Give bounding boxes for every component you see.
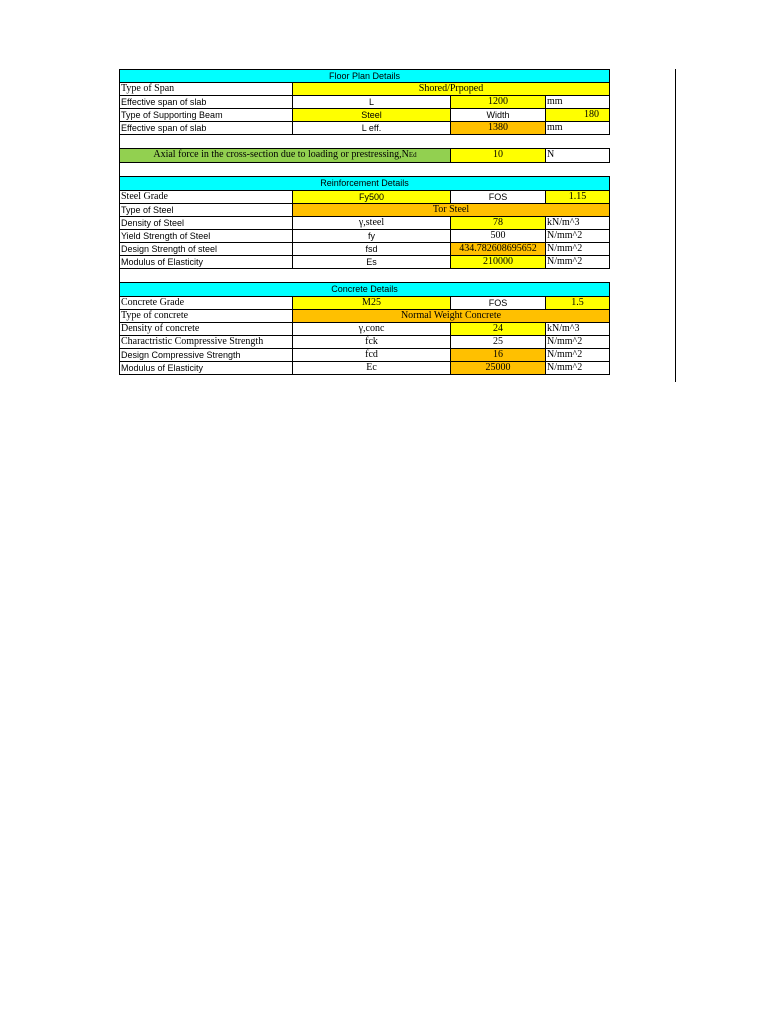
- design-strength-value[interactable]: 434.782608695652: [451, 243, 546, 255]
- yield-strength-label[interactable]: Yield Strength of Steel: [120, 230, 293, 242]
- effective-span-unit[interactable]: mm: [547, 96, 563, 107]
- span-type-value[interactable]: Shored/Prpoped: [293, 83, 609, 95]
- steel-density-label[interactable]: Density of Steel: [120, 217, 293, 229]
- concrete-fos-value[interactable]: 1.5: [546, 297, 609, 309]
- axial-force-row: [119, 149, 610, 163]
- spacer-row: [119, 163, 610, 177]
- beam-width-label[interactable]: Width: [451, 109, 546, 121]
- table-row: [119, 336, 610, 349]
- floor-plan-header[interactable]: Floor Plan Details: [120, 70, 609, 82]
- steel-density-symbol[interactable]: γ,steel: [293, 217, 451, 229]
- concrete-density-label[interactable]: Density of concrete: [120, 323, 293, 335]
- yield-strength-symbol[interactable]: fy: [293, 230, 451, 242]
- steel-grade-value[interactable]: Fy500: [293, 191, 451, 203]
- concrete-modulus-unit[interactable]: N/mm^2: [547, 362, 583, 373]
- effective-span-eff-value[interactable]: 1380: [451, 122, 546, 134]
- concrete-modulus-symbol[interactable]: Ec: [293, 362, 451, 374]
- characteristic-strength-label[interactable]: Charactristic Compressive Strength: [120, 336, 293, 348]
- characteristic-strength-unit[interactable]: N/mm^2: [547, 336, 583, 347]
- spacer-row: [119, 135, 610, 149]
- reinforcement-header-row: [119, 177, 610, 191]
- floor-plan-header-row: [119, 69, 610, 83]
- effective-span-value[interactable]: 1200: [451, 96, 546, 108]
- design-compressive-unit[interactable]: N/mm^2: [547, 349, 583, 360]
- effective-span-eff-symbol[interactable]: L eff.: [293, 122, 451, 134]
- axial-force-subscript: Ed: [408, 151, 417, 159]
- concrete-density-unit[interactable]: kN/m^3: [547, 323, 580, 334]
- table-row: [119, 310, 610, 323]
- table-row: [119, 256, 610, 269]
- table-row: [119, 122, 610, 135]
- steel-modulus-symbol[interactable]: Es: [293, 256, 451, 268]
- table-row: [119, 230, 610, 243]
- table-row: [119, 109, 610, 122]
- spacer-row: [119, 269, 610, 283]
- table-row: [119, 96, 610, 109]
- concrete-density-symbol[interactable]: γ,conc: [293, 323, 451, 335]
- axial-force-value[interactable]: 10: [451, 149, 546, 162]
- steel-density-value[interactable]: 78: [451, 217, 546, 229]
- characteristic-strength-symbol[interactable]: fck: [293, 336, 451, 348]
- supporting-beam-type[interactable]: Steel: [293, 109, 451, 121]
- yield-strength-unit[interactable]: N/mm^2: [547, 230, 583, 241]
- table-row: [119, 204, 610, 217]
- steel-modulus-label[interactable]: Modulus of Elasticity: [120, 256, 293, 268]
- concrete-header-row: [119, 283, 610, 297]
- concrete-modulus-value[interactable]: 25000: [451, 362, 546, 374]
- table-row: [119, 217, 610, 230]
- table-row: [119, 323, 610, 336]
- steel-modulus-unit[interactable]: N/mm^2: [547, 256, 583, 267]
- concrete-type-label[interactable]: Type of concrete: [120, 310, 293, 322]
- beam-width-value[interactable]: 180: [546, 109, 609, 121]
- design-compressive-label[interactable]: Design Compressive Strength: [120, 349, 293, 361]
- design-strength-label[interactable]: Design Strength of steel: [120, 243, 293, 255]
- table-row: [119, 191, 610, 204]
- steel-type-label[interactable]: Type of Steel: [120, 204, 293, 216]
- steel-fos-label[interactable]: FOS: [451, 191, 546, 203]
- concrete-grade-label[interactable]: Concrete Grade: [120, 297, 293, 309]
- design-strength-unit[interactable]: N/mm^2: [547, 243, 583, 254]
- reinforcement-header[interactable]: Reinforcement Details: [120, 177, 609, 190]
- effective-span-eff-unit[interactable]: mm: [547, 122, 563, 133]
- span-type-label[interactable]: Type of Span: [120, 83, 293, 95]
- effective-span-symbol[interactable]: L: [293, 96, 451, 108]
- table-row: [119, 349, 610, 362]
- concrete-fos-label[interactable]: FOS: [451, 297, 546, 309]
- characteristic-strength-value[interactable]: 25: [451, 336, 546, 348]
- table-row: [119, 297, 610, 310]
- design-compressive-symbol[interactable]: fcd: [293, 349, 451, 361]
- concrete-header[interactable]: Concrete Details: [120, 283, 609, 296]
- effective-span-label[interactable]: Effective span of slab: [120, 96, 293, 108]
- spreadsheet: [119, 69, 610, 375]
- effective-span-eff-label[interactable]: Effective span of slab: [120, 122, 293, 134]
- design-compressive-value[interactable]: 16: [451, 349, 546, 361]
- concrete-grade-value[interactable]: M25: [293, 297, 451, 309]
- table-row: [119, 243, 610, 256]
- table-row: [119, 83, 610, 96]
- steel-grade-label[interactable]: Steel Grade: [120, 191, 293, 203]
- steel-type-value[interactable]: Tor Steel: [293, 204, 609, 216]
- axial-force-text: Axial force in the cross-section due to loading or prestressing,N: [153, 149, 409, 160]
- supporting-beam-label[interactable]: Type of Supporting Beam: [120, 109, 293, 121]
- concrete-modulus-label[interactable]: Modulus of Elasticity: [120, 362, 293, 374]
- page-boundary-line: [675, 69, 676, 382]
- design-strength-symbol[interactable]: fsd: [293, 243, 451, 255]
- steel-density-unit[interactable]: kN/m^3: [547, 217, 580, 228]
- steel-fos-value[interactable]: 1.15: [546, 191, 609, 203]
- concrete-type-value[interactable]: Normal Weight Concrete: [293, 310, 609, 322]
- axial-force-unit[interactable]: N: [547, 149, 555, 160]
- steel-modulus-value[interactable]: 210000: [451, 256, 546, 268]
- concrete-density-value[interactable]: 24: [451, 323, 546, 335]
- yield-strength-value[interactable]: 500: [451, 230, 546, 242]
- axial-force-label[interactable]: [120, 149, 451, 162]
- table-row: [119, 362, 610, 375]
